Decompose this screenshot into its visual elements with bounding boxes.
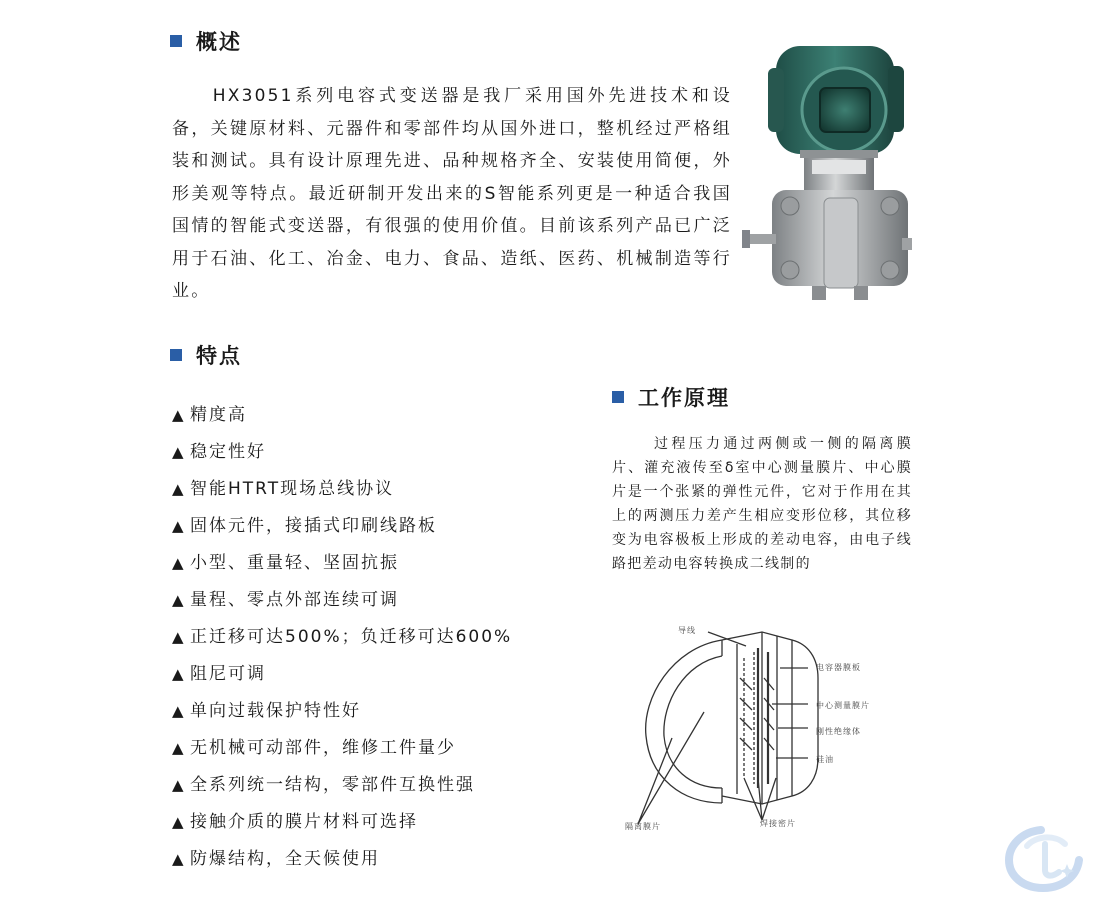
triangle-bullet-icon: ▲	[172, 850, 186, 868]
feature-item: ▲ 无机械可动部件，维修工件量少	[172, 730, 512, 767]
feature-item: ▲ 稳定性好	[172, 434, 512, 471]
triangle-bullet-icon: ▲	[172, 665, 186, 683]
label-lead: 导线	[678, 626, 696, 635]
triangle-bullet-icon: ▲	[172, 406, 186, 424]
principle-heading	[612, 382, 730, 412]
triangle-bullet-icon: ▲	[172, 480, 186, 498]
label-isolation-diaphragm: 隔离膜片	[625, 822, 661, 831]
triangle-bullet-icon: ▲	[172, 591, 186, 609]
feature-item: ▲ 单向过载保护特性好	[172, 693, 512, 730]
features-heading	[170, 340, 242, 370]
triangle-bullet-icon: ▲	[172, 554, 186, 572]
heading-marker-icon	[170, 349, 182, 361]
feature-item: ▲ 全系列统一结构，零部件互换性强	[172, 767, 512, 804]
label-center-diaphragm: 中心测量膜片	[816, 701, 870, 710]
features-heading-text: 特点	[196, 344, 242, 368]
feature-item: ▲ 量程、零点外部连续可调	[172, 582, 512, 619]
watermark-logo-icon	[1005, 826, 1083, 892]
triangle-bullet-icon: ▲	[172, 776, 186, 794]
overview-body	[172, 80, 732, 308]
overview-heading-text: 概述	[196, 30, 242, 54]
transmitter-photo	[742, 38, 912, 308]
triangle-bullet-icon: ▲	[172, 628, 186, 646]
triangle-bullet-icon: ▲	[172, 739, 186, 757]
feature-item: ▲ 精度高	[172, 397, 512, 434]
label-capacitor-plate: 电容器膜板	[816, 663, 861, 672]
heading-marker-icon	[612, 391, 624, 403]
feature-item: ▲ 正迁移可达500%；负迁移可达600%	[172, 619, 512, 656]
triangle-bullet-icon: ▲	[172, 813, 186, 831]
feature-item: ▲ 防爆结构，全天候使用	[172, 841, 512, 878]
overview-heading	[170, 26, 242, 56]
feature-item: ▲ 阻尼可调	[172, 656, 512, 693]
label-rigid-insulator: 刚性绝缘体	[816, 727, 861, 736]
label-welded-seal: 焊接密片	[760, 819, 796, 828]
triangle-bullet-icon: ▲	[172, 443, 186, 461]
triangle-bullet-icon: ▲	[172, 702, 186, 720]
label-silicone-oil: 硅油	[816, 755, 834, 764]
overview-paragraph: HX3051系列电容式变送器是我厂采用国外先进技术和设备，关键原材料、元器件和零部件均从国外进口，整机经过严格组装和测试。具有设计原理先进、品种规格齐全、安装使用简便，外形美观等特点。最近研制开发出来的S智能系列更是一种适合我国国情的智能式变送器，有很强的使用价值。目前该系列产品已广泛用于石油、化工、冶金、电力、食品、造纸、医药、机械制造等行业。	[172, 86, 732, 301]
triangle-bullet-icon: ▲	[172, 517, 186, 535]
heading-marker-icon	[170, 35, 182, 47]
features-list	[172, 397, 512, 878]
feature-item: ▲ 接触介质的膜片材料可选择	[172, 804, 512, 841]
feature-item: ▲ 小型、重量轻、坚固抗振	[172, 545, 512, 582]
principle-body	[612, 432, 912, 576]
feature-item: ▲ 固体元件，接插式印刷线路板	[172, 508, 512, 545]
principle-heading-text: 工作原理	[638, 386, 730, 410]
feature-item: ▲ 智能HTRT现场总线协议	[172, 471, 512, 508]
principle-paragraph: 过程压力通过两侧或一侧的隔离膜片、灌充液传至δ室中心测量膜片、中心膜片是一个张紧的弹性元件，它对于作用在其上的两测压力差产生相应变形位移，其位移变为电容极板上形成的差动电容，由电子线路把差动电容转换成二线制的	[612, 436, 912, 572]
